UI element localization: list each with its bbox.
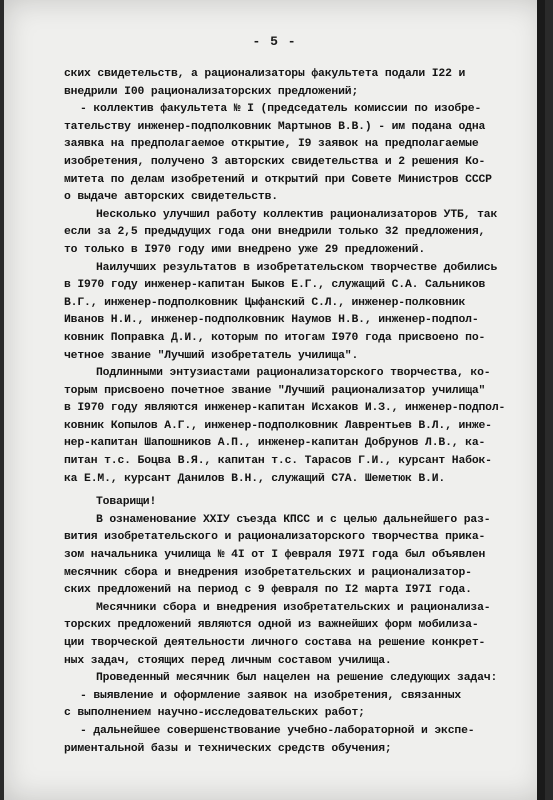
text-line: в I970 году инженер-капитан Быков Е.Г., служащий С.А. Сальников [64, 279, 486, 292]
page-number: - 5 - [252, 34, 297, 49]
text-line: ских предложений на период с 9 февраля по I2 марта I97I года. [64, 584, 472, 597]
text-line: о выдаче авторских свидетельств. [64, 191, 278, 204]
document-page [4, 0, 545, 800]
scan-edge [537, 0, 545, 800]
text-line: Месячники сбора и внедрения изобретательских и рационализа- [96, 601, 491, 614]
text-line: Подлинными энтузиастами рационализаторского творчества, ко- [96, 367, 491, 380]
document-body [64, 66, 542, 758]
text-line: торым присвоено почетное звание "Лучший рационализатор училища" [64, 384, 486, 397]
text-line: нер-капитан Шапошников А.П., инженер-капитан Добрунов Л.В., ка- [64, 437, 486, 450]
text-line: то только в I970 году ими внедрено уже 29 предложений. [64, 243, 426, 256]
text-line: с выполнением научно-исследовательских работ; [64, 707, 365, 720]
text-line: зом начальника училища № 4I от I февраля I97I года был объявлен [64, 549, 486, 562]
text-line: внедрили I00 рационализаторских предложений; [64, 85, 359, 98]
text-line: ских свидетельств, а рационализаторы факультета подали I22 и [64, 68, 466, 80]
text-line: В ознаменование XXIУ съезда КПСС и с целью дальнейшего раз- [96, 513, 491, 526]
text-line: изобретения, получено 3 авторских свидетельства и 2 решения Ко- [64, 155, 486, 168]
text-line: вития изобретательского и рационализаторского творчества прика- [64, 531, 486, 544]
text-line: Проведенный месячник был нацелен на решение следующих задач: [96, 672, 498, 685]
text-line: риментальной базы и технических средств обучения; [64, 742, 392, 755]
text-line: тательству инженер-подполковник Мартынов В.В.) - им подана одна [64, 120, 486, 133]
text-line: ковник Копылов А.Г., инженер-подполковник Лаврентьев В.Л., инже- [64, 419, 492, 432]
text-line: четное звание "Лучший изобретатель училища". [64, 349, 359, 362]
salutation: Товарищи! [96, 496, 157, 509]
text-line: Иванов Н.И., инженер-подполковник Наумов Н.В., инженер-подпол- [64, 314, 479, 327]
text-line: В.Г., инженер-подполковник Цыфанский С.Л., инженер-полковник [64, 296, 466, 309]
text-line: Наилучших результатов в изобретательском творчестве добились [96, 261, 498, 274]
text-line: - выявление и оформление заявок на изобретения, связанных [80, 689, 462, 702]
text-line: ции творческой деятельности личного состава на решение конкрет- [64, 637, 486, 649]
text-line: питан т.с. Боцва В.Я., капитан т.с. Тарасов Г.И., курсант Набок- [64, 455, 492, 468]
text-line: ковник Поправка Д.И., которым по итогам I970 года присвоено по- [64, 331, 486, 344]
text-line: - коллектив факультета № I (председатель комиссии по изобре- [80, 103, 482, 116]
text-line: ных задач, стоящих перед личным составом училища. [64, 654, 392, 667]
text-line: если за 2,5 предыдущих года они внедрили только 32 предложения, [64, 226, 486, 239]
text-line: - дальнейшее совершенствование учебно-лабораторной и экспе- [80, 724, 475, 737]
text-line: заявка на предполагаемое открытие, I9 заявок на предполагаемые [64, 138, 479, 151]
text-line: месячник сбора и внедрения изобретательских и рационализатор- [64, 566, 472, 579]
text-line: ка Е.М., курсант Данилов В.Н., служащий С7А. Шеметюк В.И. [64, 472, 446, 485]
text-line: торских предложений являются одной из важнейших форм мобилиза- [64, 619, 479, 632]
text-line: в I970 году являются инженер-капитан Исхаков И.З., инженер-подпол- [64, 402, 506, 415]
text-line: Несколько улучшил работу коллектив рационализаторов УТБ, так [96, 208, 498, 221]
text-line: митета по делам изобретений и открытий при Совете Министров СССР [64, 173, 492, 186]
